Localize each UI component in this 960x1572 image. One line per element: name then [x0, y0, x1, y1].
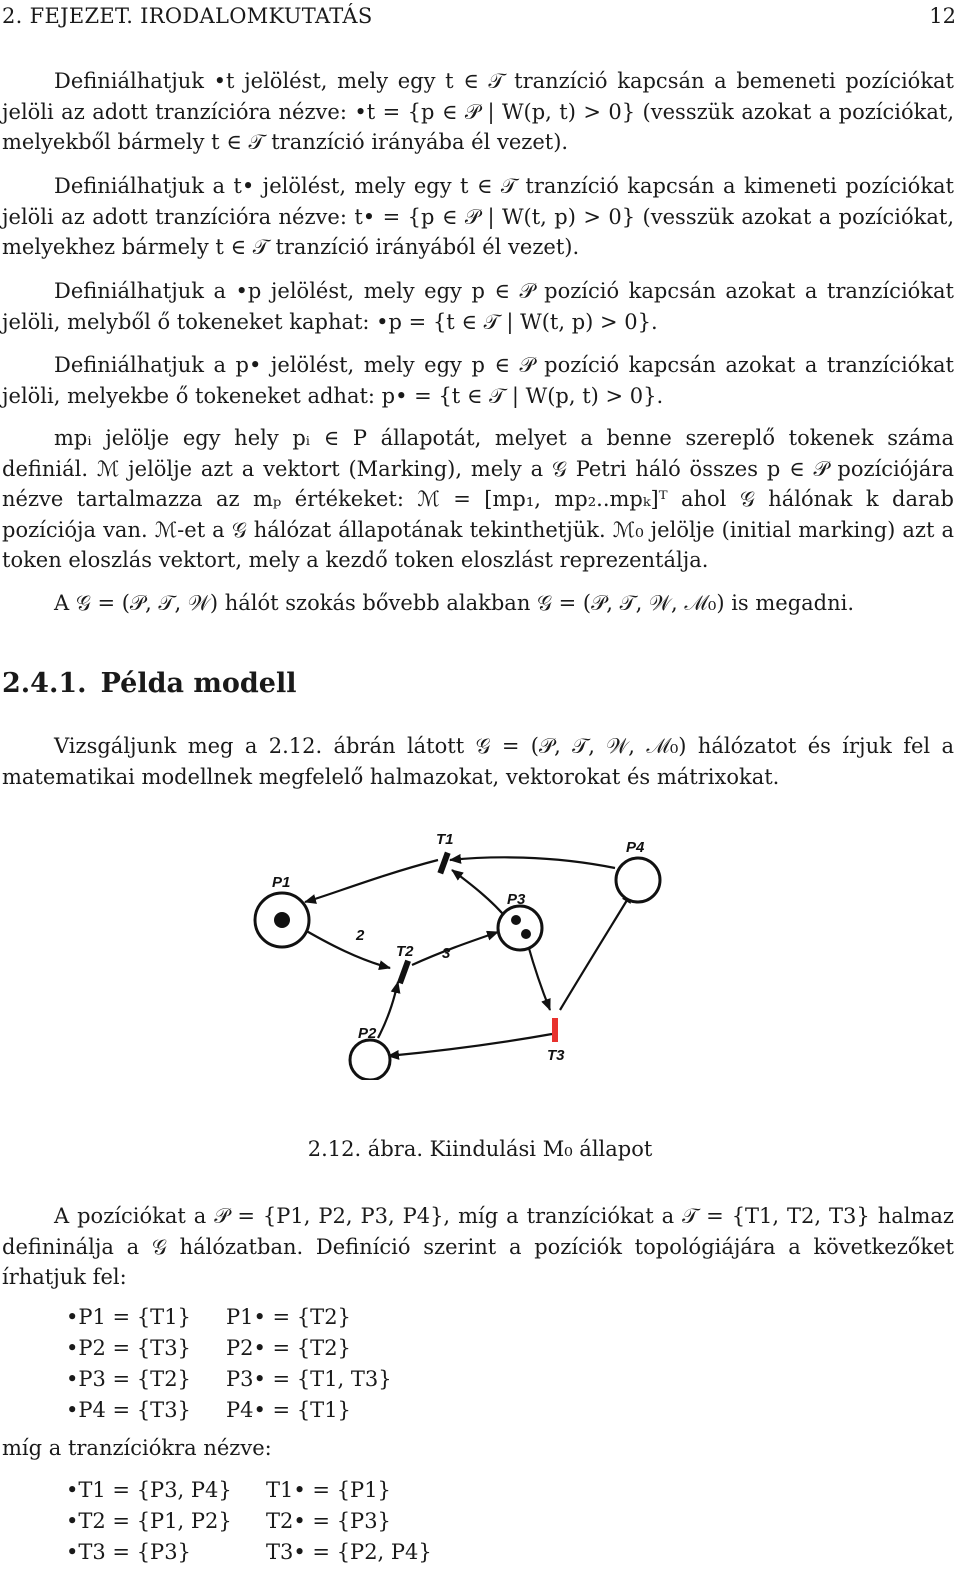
transition-t3 — [552, 1018, 558, 1042]
place-p4 — [616, 858, 660, 902]
label-p2: P2 — [358, 1025, 377, 1042]
arc-p3-t3 — [528, 945, 550, 1010]
label-p1: P1 — [272, 874, 291, 891]
place-set-row: •P1 = {T1} P1• = {T2} — [66, 1305, 351, 1329]
section-title: Példa modell — [100, 668, 297, 699]
transition-sets-list — [66, 1475, 432, 1568]
paragraph-post-set-transition: Definiálhatjuk a t• jelölést, mely egy t ∈ 𝒯 tranzíció kapcsán a kimeneti pozíciókat jelöli az adott tranzícióra nézve: t• = {p ∈ 𝒫 | W(t, p) > 0} (vesszük azokat a pozíciókat, melyekhez bármely t ∈ 𝒯 tranzíció irányából él vezet). — [2, 174, 954, 259]
place-sets-list — [66, 1302, 392, 1426]
label-p4: P4 — [626, 839, 645, 856]
petri-net-figure — [230, 820, 700, 1080]
token-p3-a — [511, 915, 521, 925]
paragraph-pre-set-transition: Definiálhatjuk •t jelölést, mely egy t ∈ 𝒯 tranzíció kapcsán a bemeneti pozíciókat jelöli az adott tranzícióra nézve: •t = {p ∈ 𝒫 | W(p, t) > 0} (vesszük azokat a pozíciókat, melyekből bármely t ∈ 𝒯 tranzíció irányába él vezet). — [2, 69, 954, 154]
arc-p1-t2 — [298, 926, 390, 968]
arc-t3-p2 — [388, 1034, 552, 1056]
transition-sets-intro: míg a tranzíciókra nézve: — [2, 1436, 272, 1460]
arc-t1-p1 — [305, 860, 438, 902]
figure-caption: 2.12. ábra. Kiindulási M₀ állapot — [307, 1137, 653, 1161]
running-header-chapter: 2. FEJEZET. IRODALOMKUTATÁS — [2, 4, 373, 28]
place-p3 — [498, 906, 542, 950]
weight-3: 3 — [442, 945, 451, 962]
label-t1: T1 — [436, 831, 454, 848]
place-set-row: •P3 = {T2} P3• = {T1, T3} — [66, 1367, 392, 1391]
transition-set-row: •T1 = {P3, P4} T1• = {P1} — [66, 1478, 391, 1502]
label-p3: P3 — [507, 891, 526, 908]
section-number: 2.4.1. — [2, 668, 87, 699]
token-p1 — [274, 912, 290, 928]
token-p3-b — [521, 929, 531, 939]
page-number: 12 — [929, 4, 956, 28]
label-t3: T3 — [547, 1047, 565, 1064]
label-t2: T2 — [396, 943, 414, 960]
place-set-row: •P2 = {T3} P2• = {T2} — [66, 1336, 351, 1360]
paragraph-marking: mpᵢ jelölje egy hely pᵢ ∈ P állapotát, melyet a benne szereplő tokenek száma definiál. ℳ jelölje azt a vektort (Marking), mely a 𝒢 Petri háló összes p ∈ 𝒫 pozíciójára nézve tartalmazza az mₚ értékeket: ℳ = [mp₁, mp₂..mpₖ]ᵀ ahol 𝒢 hálónak k darab pozíciója van. ℳ-et a 𝒢 hálózat állapotának tekinthetjük. ℳ₀ jelölje (initial marking) azt a token eloszlás vektort, mely a kezdő token eloszlást reprezentálja. — [2, 426, 954, 572]
arc-p4-t1 — [450, 857, 615, 868]
transition-set-row: •T3 = {P3} T3• = {P2, P4} — [66, 1540, 432, 1564]
arc-t3-p4 — [560, 892, 632, 1010]
arc-p2-t2 — [378, 982, 398, 1038]
arc-t2-p3 — [412, 932, 498, 965]
transition-set-row: •T2 = {P1, P2} T2• = {P3} — [66, 1509, 391, 1533]
paragraph-net-tuple: A 𝒢 = (𝒫, 𝒯, 𝒲) hálót szokás bővebb alakban 𝒢 = (𝒫, 𝒯, 𝒲, ℳ₀) is megadni. — [54, 591, 855, 615]
petri-net-diagram — [230, 820, 700, 1080]
transition-t2 — [397, 960, 411, 985]
place-set-row: •P4 = {T3} P4• = {T1} — [66, 1398, 351, 1422]
paragraph-pre-set-place: Definiálhatjuk a •p jelölést, mely egy p ∈ 𝒫 pozíció kapcsán azokat a tranzíciókat jelöli, melyből ő tokeneket kaphat: •p = {t ∈ 𝒯 | W(t, p) > 0}. — [2, 279, 954, 334]
paragraph-example-intro: Vizsgáljunk meg a 2.12. ábrán látott 𝒢 = (𝒫, 𝒯, 𝒲, ℳ₀) hálózatot és írjuk fel a matematikai modellnek megfelelő halmazokat, vektorokat és mátrixokat. — [2, 734, 954, 789]
arc-p3-t1 — [452, 870, 508, 920]
paragraph-post-set-place: Definiálhatjuk a p• jelölést, mely egy p ∈ 𝒫 pozíció kapcsán azokat a tranzíciókat jelöli, melyekbe ő tokeneket adhat: p• = {t ∈ 𝒯 | W(p, t) > 0}. — [2, 353, 954, 408]
transition-t1 — [437, 852, 450, 875]
paragraph-sets-intro: A pozíciókat a 𝒫 = {P1, P2, P3, P4}, míg a tranzíciókat a 𝒯 = {T1, T2, T3} halmaz defininálja a 𝒢 hálózatban. Definíció szerint a pozíciók topológiájára a következőket írhatjuk fel: — [2, 1204, 954, 1289]
weight-2: 2 — [356, 927, 365, 944]
place-p2 — [350, 1040, 390, 1080]
section-heading — [2, 668, 297, 699]
